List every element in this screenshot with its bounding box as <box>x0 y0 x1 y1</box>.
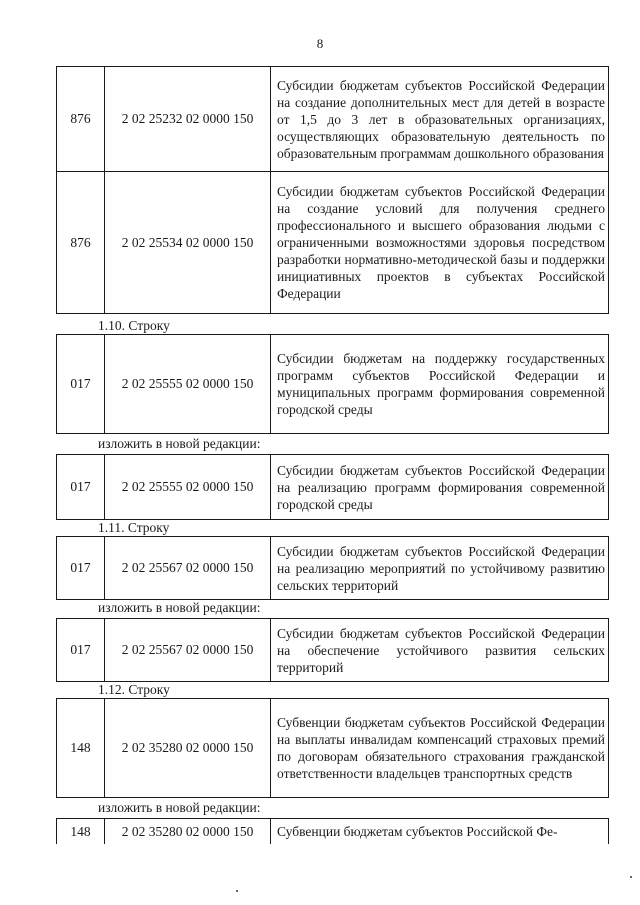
description: Субвенции бюджетам субъектов Российской Федерации на выплаты инвалидам компенсаций страховых премий по договорам обязательного страхования гражданской ответственности владельцев транспортных средств <box>277 715 605 781</box>
table-row <box>56 618 609 682</box>
admin-code: 876 <box>57 67 105 171</box>
item-1-11-label: 1.11. Строку <box>98 520 170 535</box>
budget-code: 2 02 35280 02 0000 150 <box>105 819 271 844</box>
budget-code: 2 02 25555 02 0000 150 <box>105 335 271 433</box>
budget-code: 2 02 25232 02 0000 150 <box>105 67 271 171</box>
scan-speck <box>630 876 632 878</box>
budget-code: 2 02 25567 02 0000 150 <box>105 537 271 599</box>
scan-speck <box>236 890 238 892</box>
budget-code: 2 02 25567 02 0000 150 <box>105 619 271 681</box>
description: Субсидии бюджетам субъектов Российской Федерации на создание дополнительных мест для детей в возрасте от 1,5 до 3 лет в образовательных организациях, осуществляющих образовательную деятельность по образовательным программам дошкольного образования <box>277 77 605 161</box>
description: Субсидии бюджетам субъектов Российской Федерации на реализацию мероприятий по устойчивому развитию сельских территорий <box>277 543 605 593</box>
description: Субсидии бюджетам на поддержку государственных программ субъектов Российской Федерации и муниципальных программ формирования современной городской среды <box>277 351 605 417</box>
admin-code: 017 <box>57 537 105 599</box>
table-row <box>56 172 609 314</box>
description: Субвенции бюджетам субъектов Российской Фе- <box>277 824 558 839</box>
budget-code: 2 02 35280 02 0000 150 <box>105 699 271 797</box>
table-row <box>56 454 609 520</box>
admin-code: 017 <box>57 335 105 433</box>
item-1-10-label: 1.10. Строку <box>98 318 170 333</box>
admin-code: 148 <box>57 819 105 844</box>
budget-code: 2 02 25534 02 0000 150 <box>105 172 271 313</box>
admin-code: 876 <box>57 172 105 313</box>
table-row <box>56 66 609 172</box>
description: Субсидии бюджетам субъектов Российской Федерации на создание условий для получения среднего профессионального и высшего образования людьми с ограниченными возможностями здоровья посредством разработки нормативно-методической базы и поддержки инициативных проектов в субъектах Российской Федерации <box>277 184 605 301</box>
item-1-12-label: 1.12. Строку <box>98 682 170 697</box>
new-edition-label: изложить в новой редакции: <box>98 600 261 615</box>
new-edition-label: изложить в новой редакции: <box>98 800 261 815</box>
table-row <box>56 536 609 600</box>
admin-code: 017 <box>57 619 105 681</box>
description: Субсидии бюджетам субъектов Российской Федерации на реализацию программ формирования современной городской среды <box>277 462 605 512</box>
admin-code: 148 <box>57 699 105 797</box>
new-edition-label: изложить в новой редакции: <box>98 436 261 451</box>
description: Субсидии бюджетам субъектов Российской Федерации на обеспечение устойчивого развития сельских территорий <box>277 625 605 675</box>
page-number: 8 <box>316 36 324 51</box>
budget-code: 2 02 25555 02 0000 150 <box>105 455 271 519</box>
admin-code: 017 <box>57 455 105 519</box>
table-row <box>56 334 609 434</box>
table-row <box>56 818 609 844</box>
table-row <box>56 698 609 798</box>
